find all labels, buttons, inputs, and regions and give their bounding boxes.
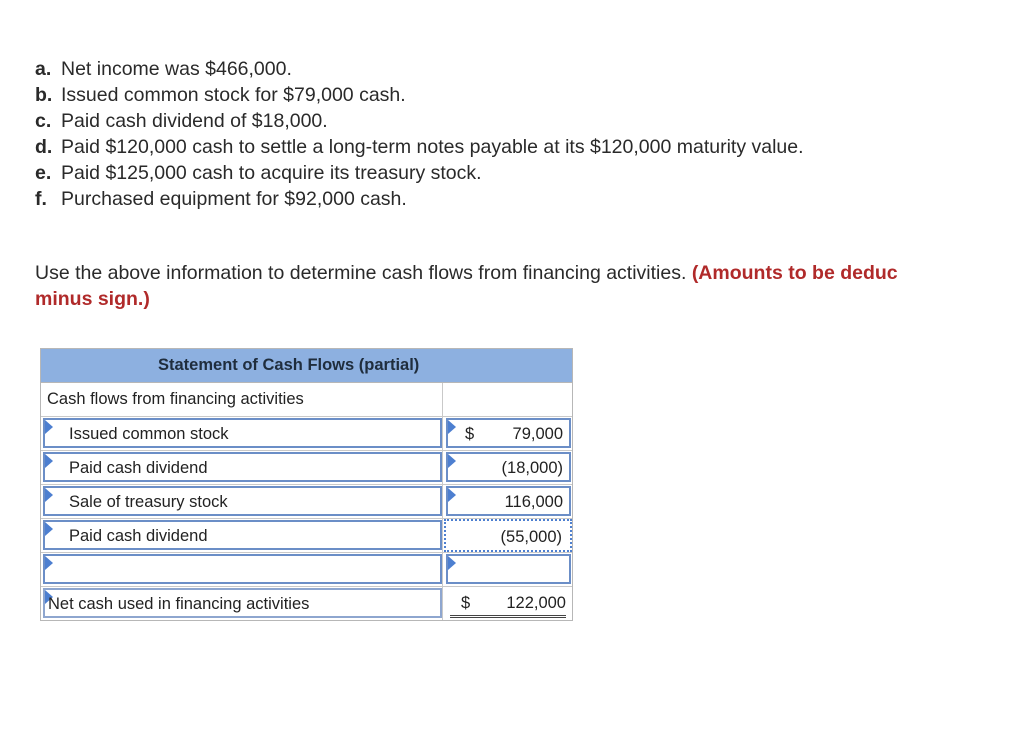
table-row: [41, 519, 572, 553]
problem-list: [35, 56, 804, 212]
problem-letter: f.: [35, 188, 47, 210]
row-label-cell: [41, 553, 443, 586]
problem-letter: e.: [35, 162, 52, 184]
total-label-dropdown[interactable]: [43, 588, 442, 618]
problem-item-c: [35, 108, 804, 134]
instruction: [35, 260, 1024, 312]
dropdown-flag-icon: [45, 420, 53, 434]
amount-input-focused[interactable]: [444, 519, 572, 552]
dropdown-flag-icon: [45, 488, 53, 502]
row-label: Issued common stock: [69, 425, 229, 443]
row-label-cell: [41, 485, 443, 518]
problem-item-f: [35, 186, 804, 212]
amount-input[interactable]: [446, 418, 571, 448]
problem-item-d: [35, 134, 804, 160]
table-title: Statement of Cash Flows (partial): [158, 356, 420, 374]
amount-input[interactable]: [446, 554, 571, 584]
row-amount-cell: [444, 519, 572, 552]
problem-letter: d.: [35, 136, 53, 158]
problem-item-a: [35, 56, 804, 82]
cash-flow-statement-table: [40, 348, 573, 621]
row-label: Paid cash dividend: [69, 527, 208, 545]
dropdown-flag-icon: [45, 556, 53, 570]
problem-letter: c.: [35, 110, 52, 132]
instruction-note-cont: minus sign.): [35, 288, 150, 310]
problem-text: Net income was $466,000.: [61, 58, 292, 80]
total-amount-cell: [444, 587, 572, 620]
section-label: Cash flows from financing activities: [47, 390, 304, 408]
row-label-dropdown[interactable]: [43, 486, 442, 516]
total-label-cell: [41, 587, 443, 620]
problem-text: Purchased equipment for $92,000 cash.: [61, 188, 407, 210]
row-label-dropdown[interactable]: [43, 554, 442, 584]
amount-value: 79,000: [512, 425, 563, 443]
problem-text: Issued common stock for $79,000 cash.: [61, 84, 406, 106]
table-row: [41, 417, 572, 451]
amount-input[interactable]: [446, 452, 571, 482]
amount-input[interactable]: [446, 486, 571, 516]
total-row: [41, 587, 572, 620]
table-row: [41, 553, 572, 587]
total-label: Net cash used in financing activities: [48, 595, 310, 613]
input-flag-icon: [448, 454, 456, 468]
instruction-note: (Amounts to be deduc: [691, 262, 898, 284]
dropdown-flag-icon: [45, 522, 53, 536]
problem-letter: a.: [35, 58, 52, 80]
amount-value: (18,000): [501, 459, 563, 477]
dollar-sign: $: [461, 594, 471, 612]
row-label: Sale of treasury stock: [69, 493, 228, 511]
table-header: [41, 349, 572, 383]
table-row: [41, 451, 572, 485]
problem-item-b: [35, 82, 804, 108]
instruction-text: Use the above information to determine cash flows from financing activities.: [35, 262, 692, 284]
row-amount-cell: [444, 485, 572, 518]
input-flag-icon: [448, 556, 456, 570]
dollar-sign: $: [465, 425, 475, 443]
row-label: Paid cash dividend: [69, 459, 208, 477]
row-label-cell: [41, 451, 443, 484]
section-row: [41, 383, 572, 417]
amount-value: (55,000): [500, 528, 562, 546]
row-label-dropdown[interactable]: [43, 418, 442, 448]
input-flag-icon: [448, 488, 456, 502]
problem-letter: b.: [35, 84, 53, 106]
row-label-dropdown[interactable]: [43, 520, 442, 550]
problem-item-e: [35, 160, 804, 186]
row-label-cell: [41, 417, 443, 450]
input-flag-icon: [448, 420, 456, 434]
section-amount-cell: [444, 383, 572, 416]
row-label-dropdown[interactable]: [43, 452, 442, 482]
row-amount-cell: [444, 553, 572, 586]
amount-value: 116,000: [504, 493, 563, 511]
row-amount-cell: [444, 417, 572, 450]
row-label-cell: [41, 519, 443, 552]
problem-text: Paid $120,000 cash to settle a long-term notes payable at its $120,000 maturity value.: [61, 136, 804, 158]
double-underline: [450, 615, 566, 618]
total-amount: 122,000: [506, 594, 566, 612]
section-label-cell: [41, 383, 443, 416]
table-row: [41, 485, 572, 519]
problem-text: Paid $125,000 cash to acquire its treasury stock.: [61, 162, 482, 184]
row-amount-cell: [444, 451, 572, 484]
dropdown-flag-icon: [45, 454, 53, 468]
problem-text: Paid cash dividend of $18,000.: [61, 110, 328, 132]
